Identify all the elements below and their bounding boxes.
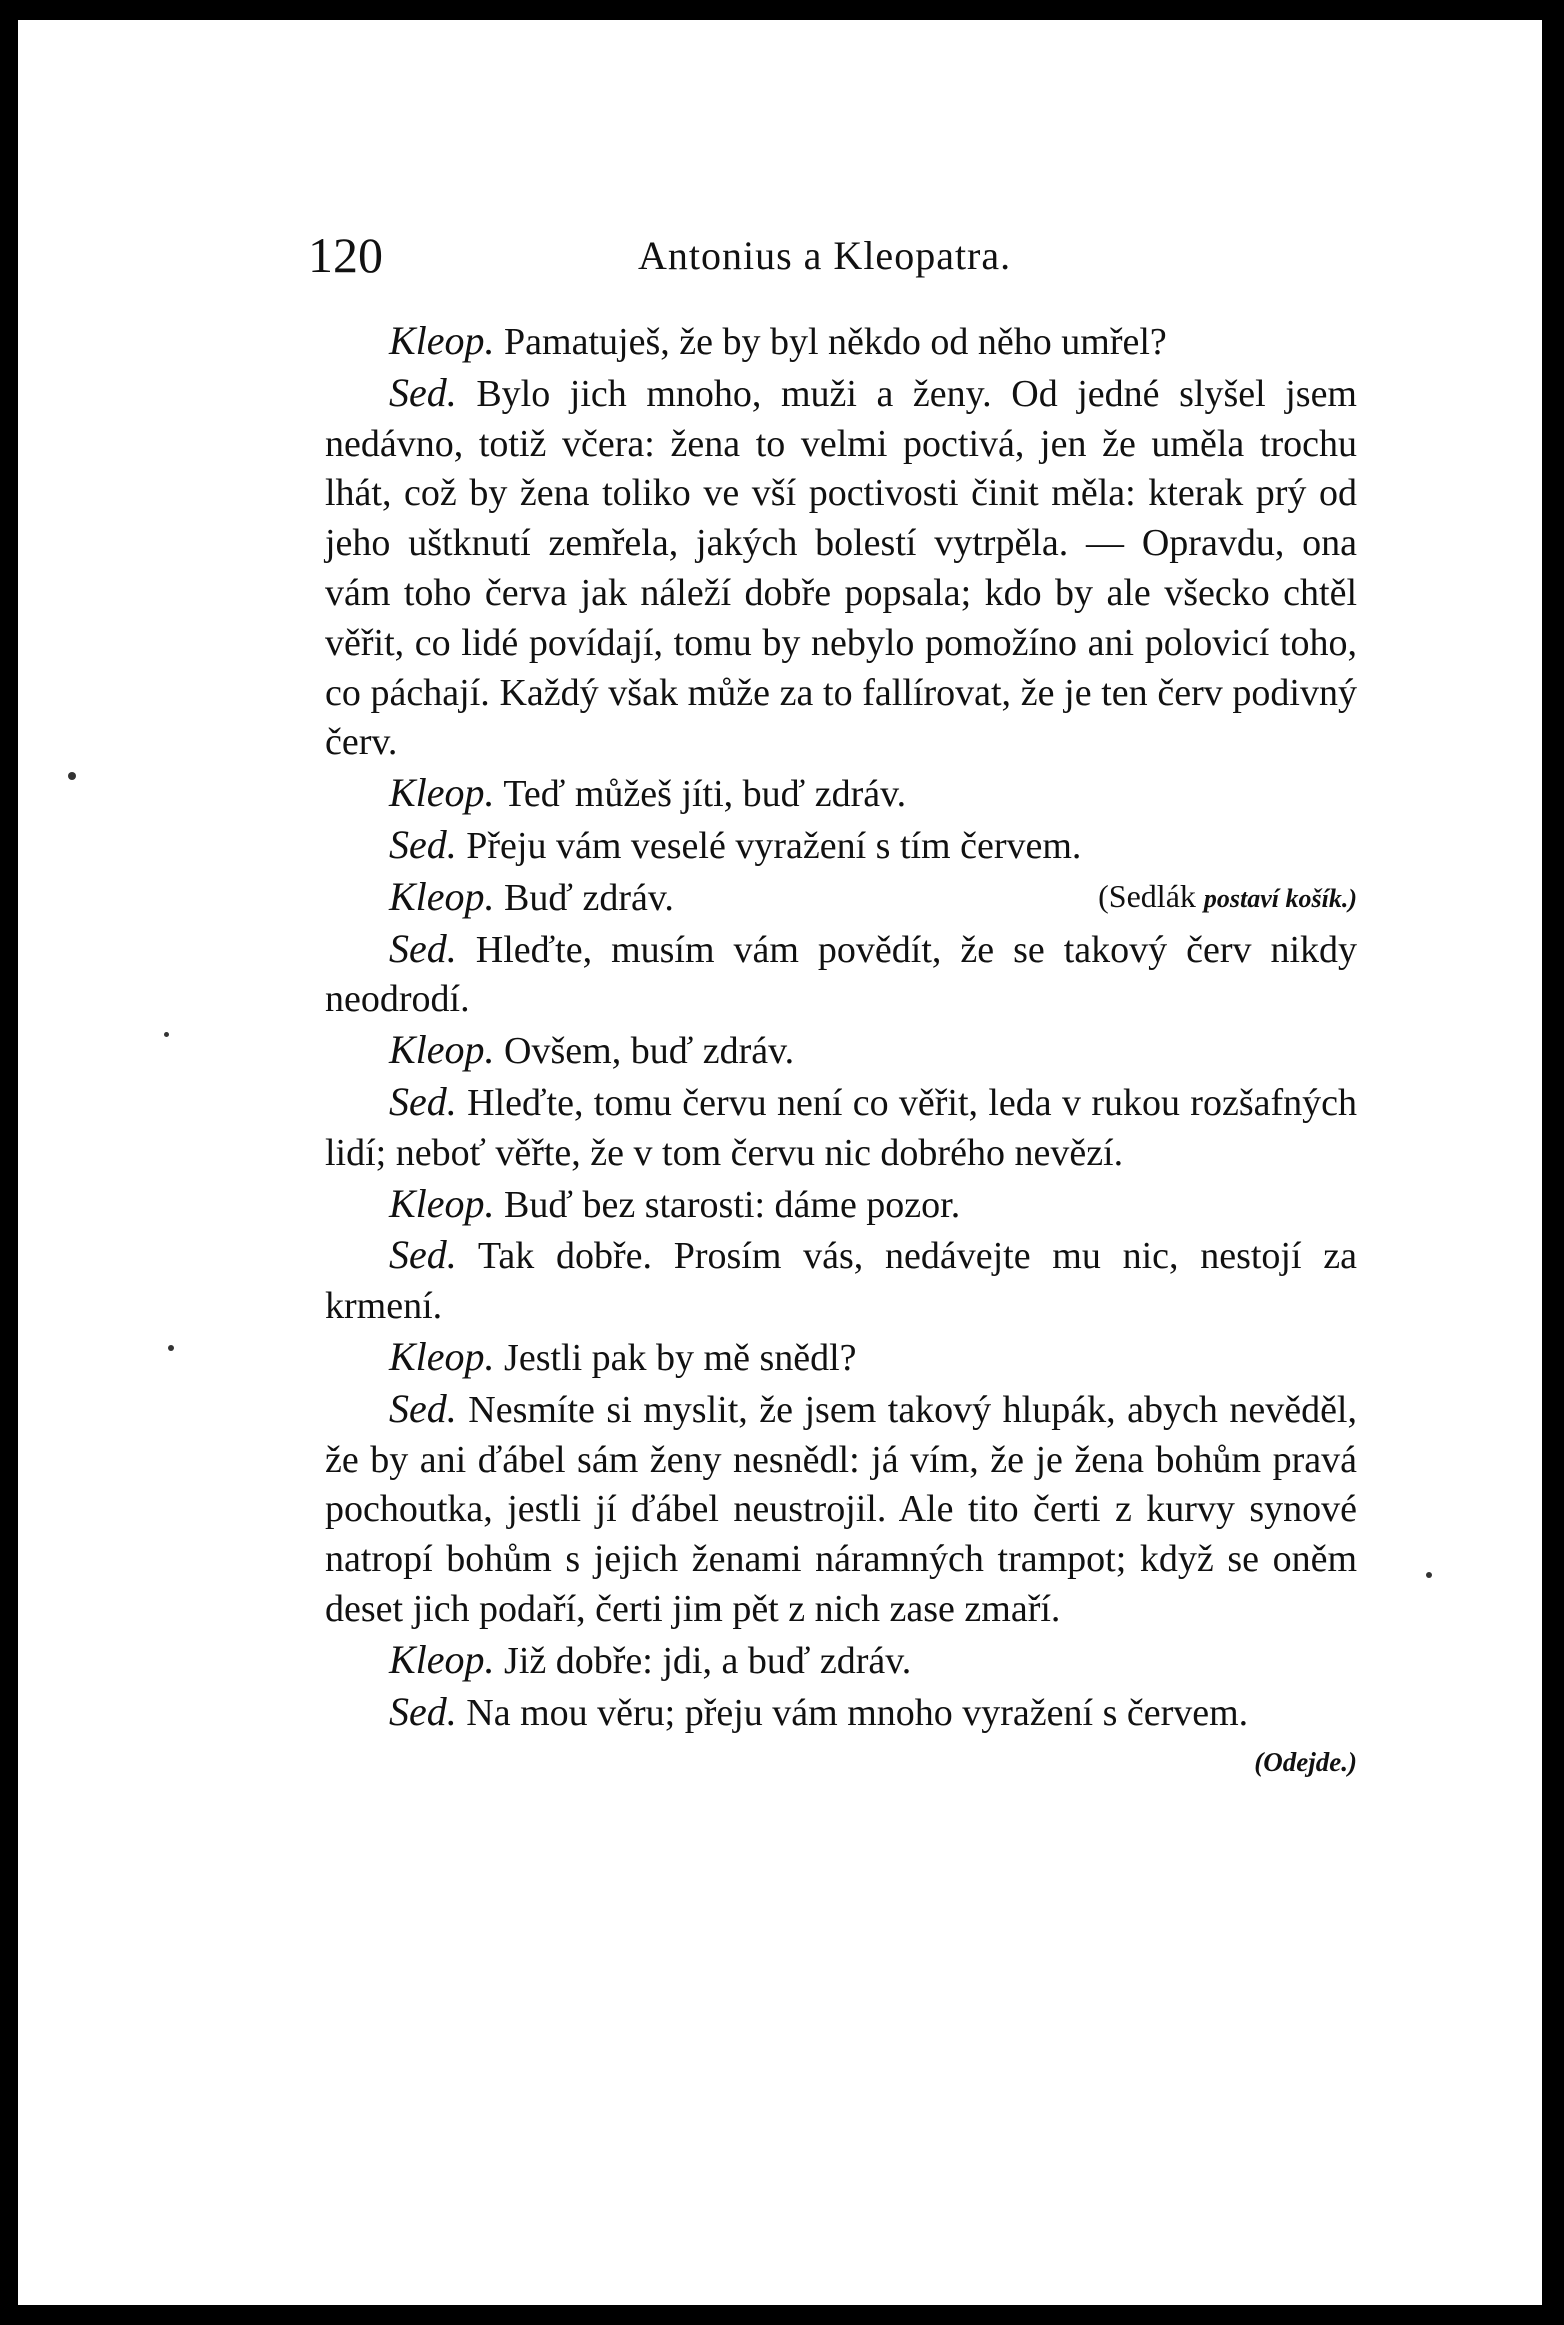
stage-direction-text: postaví košík.) [1203, 883, 1357, 913]
speaker-name: Sed. [389, 369, 457, 415]
speech-text: Buď zdráv. [504, 876, 674, 919]
dialogue-paragraph [325, 1635, 1357, 1687]
speaker-name: Sed. [389, 1232, 457, 1278]
speaker-name: Kleop. [389, 873, 495, 919]
dialogue-paragraph [325, 1077, 1357, 1179]
speech-text: Ovšem, buď zdráv. [504, 1030, 795, 1073]
speech-text: Nesmíte si myslit, že jsem takový hlupák, abych nevěděl, že by ani ďábel sám ženy nesnědl: já vím, že je žena bohům pravá pochoutka, jestli jí ďábel neustrojil. Ale tito čerti z kurvy synové natropí bohům s jejich ženami náramných trampot; když se oněm deset jich podaří, čerti jim pět z nich zase zmaří. [325, 1388, 1357, 1630]
speaker-name: Kleop. [389, 1180, 495, 1226]
book-page [18, 20, 1542, 2305]
speech-text: Na mou věru; přeju vám mnoho vyražení s červem. [466, 1691, 1249, 1734]
dialogue-paragraph [325, 1179, 1357, 1231]
dialogue-paragraph [325, 1687, 1357, 1778]
margin-speck [1426, 1572, 1432, 1578]
dialogue-paragraph [325, 1384, 1357, 1635]
dialogue-paragraph [325, 872, 1357, 924]
speech-text: Bylo jich mnoho, muži a ženy. Od jedné slyšel jsem nedávno, totiž včera: žena to velmi poctivá, jen že uměla trochu lhát, což by žena toliko ve vší poctivosti činit měla: kterak prý od jeho uštknutí zemřela, jakých bolestí vytrpěla. — Opravdu, ona vám toho červa jak náleží dobře popsala; kdo by ale všecko chtěl věřit, co lidé povídají, tomu by nebylo pomožíno ani polovicí toho, co páchají. Každý však může za to fallírovat, že je ten červ podivný červ. [325, 372, 1357, 764]
speaker-name: Sed. [389, 925, 457, 971]
running-title: Antonius a Kleopatra. [638, 233, 1012, 278]
speaker-name: Sed. [389, 1385, 457, 1431]
dialogue-paragraph [325, 820, 1357, 872]
margin-speck [68, 772, 76, 780]
running-head [308, 225, 1373, 295]
dialogue-paragraph [325, 316, 1357, 368]
dialogue-paragraph [325, 924, 1357, 1026]
speaker-name: Sed. [389, 1688, 457, 1734]
speech-text: Buď bez starosti: dáme pozor. [504, 1183, 961, 1226]
speaker-name: Kleop. [389, 318, 495, 363]
speaker-name: Kleop. [389, 1027, 495, 1073]
speaker-name: Kleop. [389, 1333, 495, 1379]
speaker-name: Kleop. [389, 1636, 495, 1682]
speech-text: Pamatuješ, že by byl někdo od něho umřel? [504, 321, 1167, 363]
speaker-name: Sed. [389, 821, 457, 867]
margin-speck [168, 1345, 174, 1351]
speech-text: Hleďte, musím vám povědít, že se takový červ nikdy neodrodí. [325, 928, 1358, 1021]
page-number: 120 [308, 227, 383, 283]
speech-text: Jestli pak by mě snědl? [504, 1336, 857, 1379]
speech-text: Již dobře: jdi, a buď zdráv. [504, 1639, 912, 1682]
dialogue-paragraph [325, 768, 1357, 820]
speaker-name: Kleop. [389, 770, 495, 816]
speech-text: Hleďte, tomu červu není co věřit, leda v rukou rozšafných lidí; neboť věřte, že v tom červu nic dobrého nevězí. [325, 1081, 1358, 1174]
speaker-name: Sed. [389, 1078, 457, 1124]
dialogue-paragraph [325, 1025, 1357, 1077]
speech-text: Teď můžeš jíti, buď zdráv. [503, 773, 907, 816]
stage-direction-open: (Sedlák [1098, 877, 1196, 914]
dialogue-paragraph [325, 368, 1357, 768]
dialogue-text [325, 316, 1357, 1788]
dialogue-paragraph [325, 1230, 1357, 1332]
dialogue-paragraph [325, 1332, 1357, 1384]
speech-text: Přeju vám veselé vyražení s tím červem. [466, 824, 1082, 867]
exit-direction: (Odejde.) [1254, 1747, 1357, 1778]
stage-direction [1034, 872, 1357, 924]
speech-text: Tak dobře. Prosím vás, nedávejte mu nic, nestojí za krmení. [325, 1235, 1357, 1328]
margin-speck [164, 1032, 169, 1037]
